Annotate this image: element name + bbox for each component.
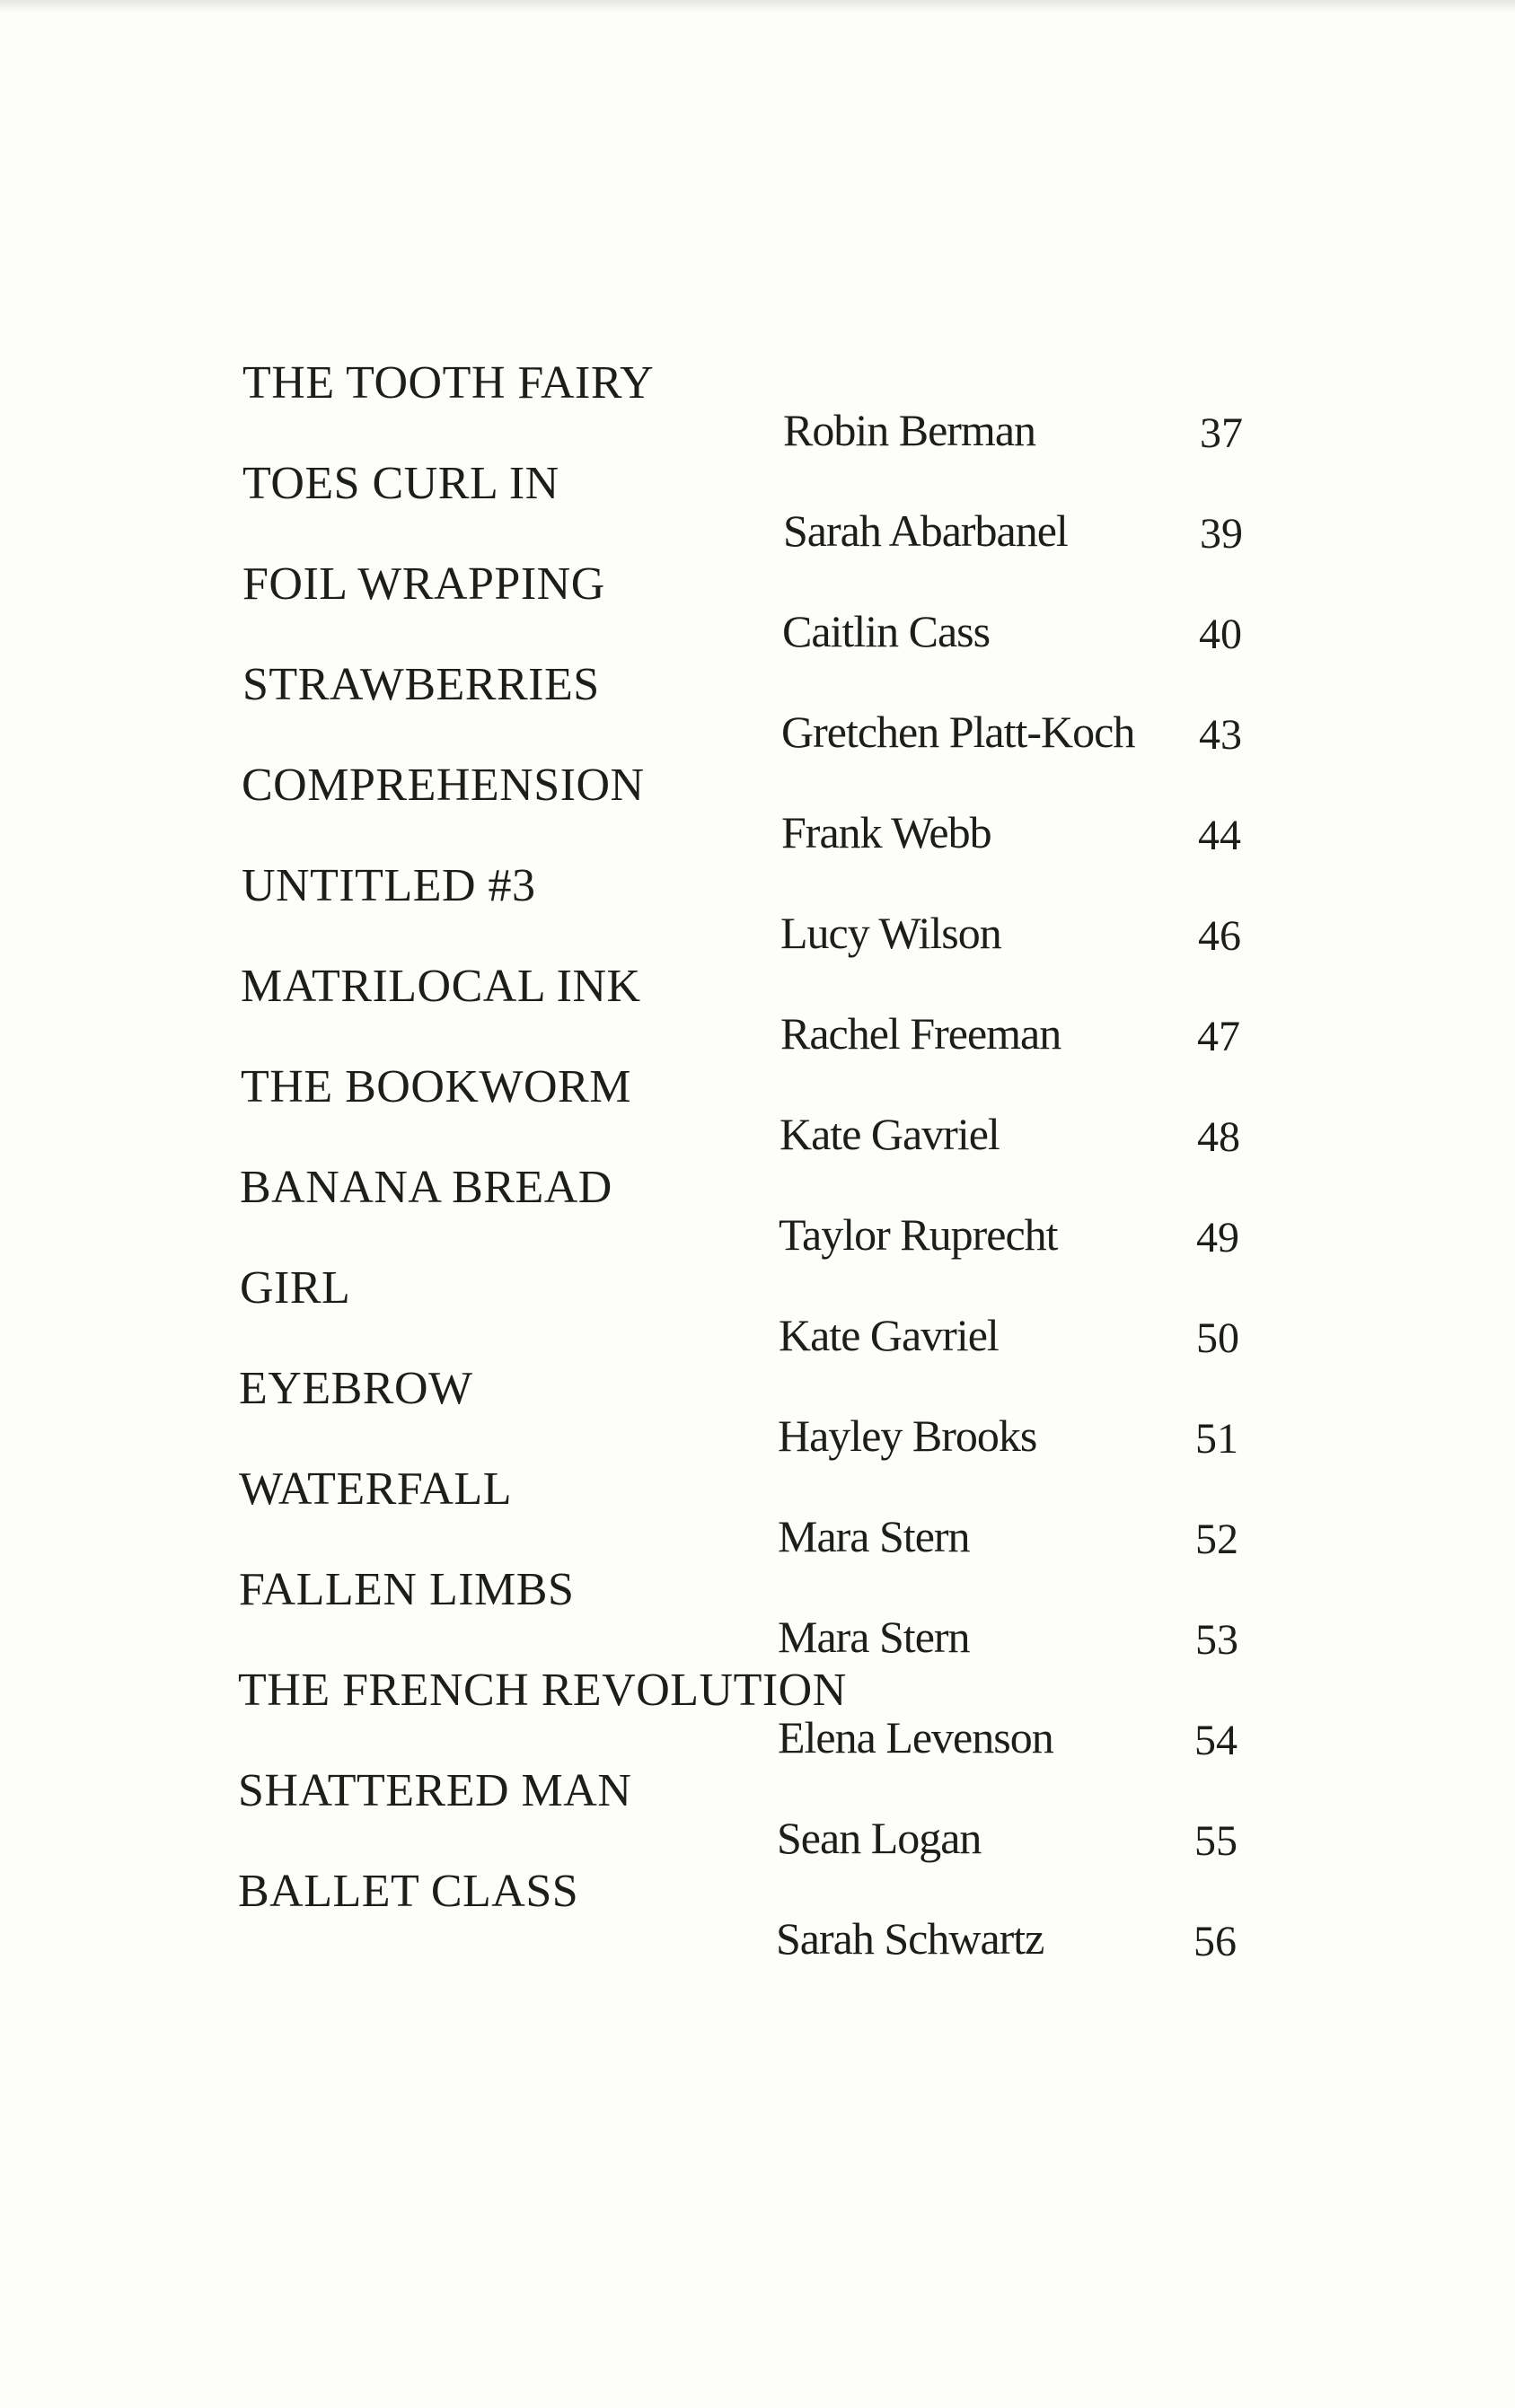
entry-author: Sarah Abarbanel [783, 505, 1068, 556]
entry-page-number: 53 [1195, 1616, 1238, 1664]
entry-title: GIRL [240, 1262, 351, 1314]
toc-entry [0, 1463, 1515, 1563]
entry-author: Lucy Wilson [780, 908, 1001, 958]
entry-page-number: 40 [1199, 611, 1242, 658]
toc-entry [0, 1865, 1515, 1965]
entry-author: Hayley Brooks [778, 1411, 1037, 1461]
toc-entry [0, 759, 1515, 859]
toc-entry [0, 457, 1515, 558]
entry-author: Elena Levenson [778, 1712, 1053, 1762]
entry-title: BANANA BREAD [240, 1162, 612, 1213]
toc-entry [0, 1362, 1515, 1463]
entry-title: UNTITLED #3 [242, 860, 536, 911]
toc-entry [0, 1764, 1515, 1865]
entry-title: COMPREHENSION [242, 760, 645, 811]
toc-entry [0, 558, 1515, 658]
entry-title: SHATTERED MAN [238, 1765, 632, 1816]
toc-entry [0, 859, 1515, 960]
entry-title: EYEBROW [239, 1363, 473, 1414]
entry-title: THE BOOKWORM [241, 1061, 631, 1112]
entry-author: Frank Webb [781, 807, 991, 857]
entry-page-number: 39 [1200, 510, 1243, 558]
entry-title: STRAWBERRIES [242, 659, 600, 710]
entry-page-number: 48 [1197, 1113, 1240, 1161]
entry-author: Sarah Schwartz [776, 1913, 1044, 1964]
toc-entry [0, 1261, 1515, 1362]
toc-entry [0, 1060, 1515, 1161]
entry-author: Mara Stern [778, 1612, 970, 1662]
entry-page-number: 50 [1196, 1314, 1239, 1362]
entry-author: Mara Stern [778, 1511, 970, 1561]
toc-entry [0, 1563, 1515, 1664]
entry-title: THE FRENCH REVOLUTION [238, 1665, 847, 1716]
entry-author: Taylor Ruprecht [779, 1209, 1058, 1260]
entry-page-number: 49 [1196, 1214, 1239, 1261]
toc-entry [0, 1664, 1515, 1764]
entry-page-number: 44 [1198, 812, 1241, 859]
toc-entry [0, 658, 1515, 759]
entry-title: FALLEN LIMBS [239, 1564, 575, 1615]
entry-page-number: 51 [1195, 1415, 1238, 1463]
entry-author: Kate Gavriel [779, 1310, 999, 1360]
entry-author: Kate Gavriel [780, 1109, 1000, 1159]
entry-author: Sean Logan [777, 1813, 982, 1863]
entry-page-number: 37 [1200, 409, 1243, 457]
entry-page-number: 55 [1194, 1817, 1238, 1865]
entry-title: BALLET CLASS [238, 1866, 579, 1917]
toc-entry [0, 1161, 1515, 1261]
entry-author: Robin Berman [783, 405, 1036, 455]
entry-author: Rachel Freeman [780, 1008, 1061, 1059]
entry-title: MATRILOCAL INK [241, 961, 641, 1012]
entry-title: THE TOOTH FAIRY [242, 357, 655, 409]
entry-page-number: 52 [1195, 1516, 1238, 1563]
entry-page-number: 56 [1194, 1918, 1237, 1965]
entry-page-number: 47 [1197, 1013, 1240, 1060]
entry-author: Gretchen Platt-Koch [781, 707, 1135, 757]
toc-entry [0, 960, 1515, 1060]
entry-title: WATERFALL [239, 1463, 512, 1515]
entry-title: FOIL WRAPPING [242, 558, 605, 610]
entry-title: TOES CURL IN [242, 458, 559, 509]
entry-page-number: 46 [1198, 912, 1241, 960]
toc-entry [0, 356, 1515, 457]
entry-page-number: 43 [1199, 711, 1242, 759]
entry-page-number: 54 [1194, 1717, 1238, 1764]
entry-author: Caitlin Cass [782, 606, 991, 656]
